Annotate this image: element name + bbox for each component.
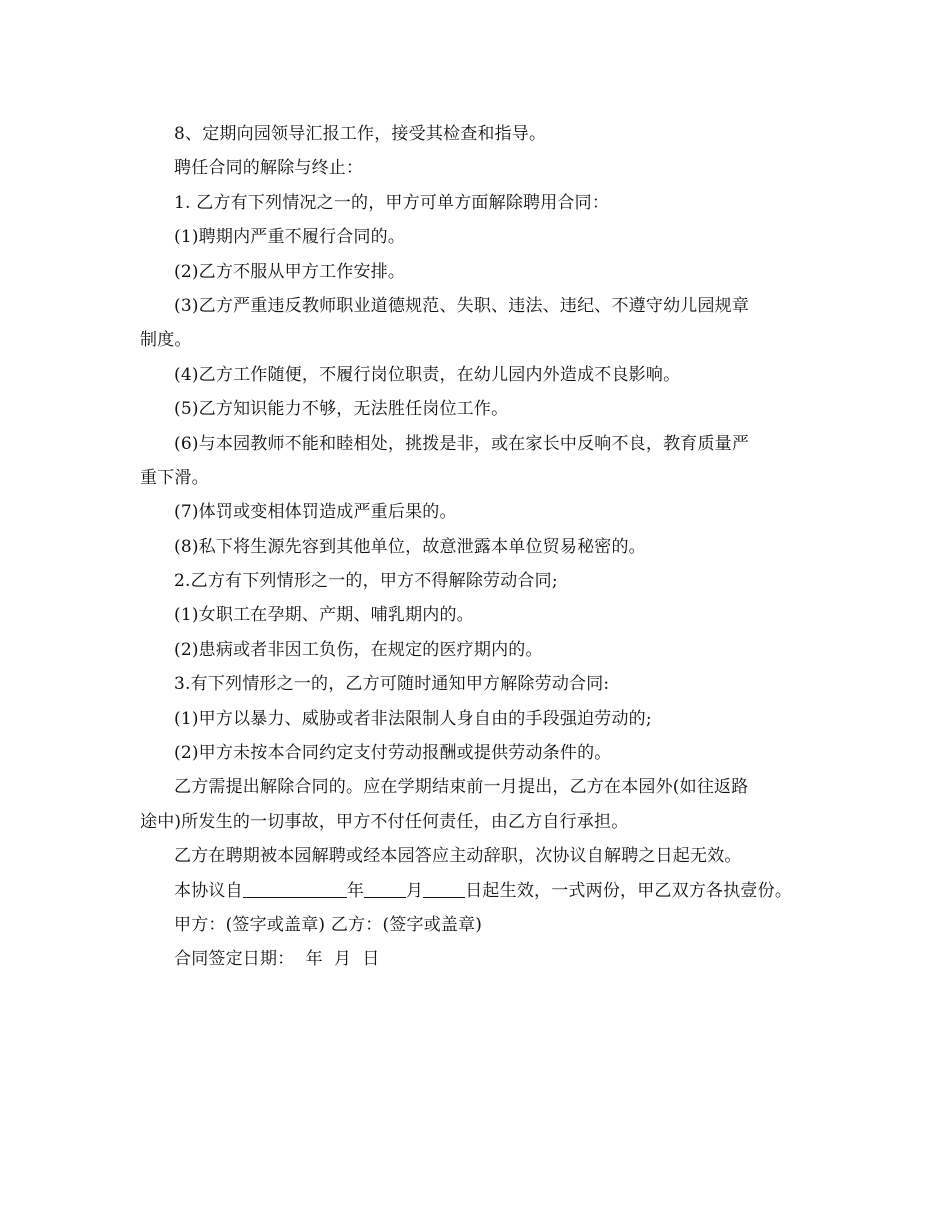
list-item: (6)与本园教师不能和睦相处，挑拨是非，或在家长中反响不良，教育质量严 xyxy=(174,433,750,454)
effective-suffix: 日起生效，一式两份，甲乙双方各执壹份。 xyxy=(465,880,793,901)
signature-line: 甲方：(签字或盖章) 乙方：(签字或盖章) xyxy=(174,914,483,935)
list-item: (3)乙方严重违反教师职业道德规范、失职、违法、违纪、不遵守幼儿园规章 xyxy=(174,295,750,316)
paragraph-line: 3.有下列情形之一的，乙方可随时通知甲方解除劳动合同: xyxy=(174,674,610,695)
list-item: (1)甲方以暴力、威胁或者非法限制人身自由的手段强迫劳动的; xyxy=(174,708,652,729)
paragraph-line: 乙方在聘期被本园解聘或经本园答应主动辞职，次协议自解聘之日起无效。 xyxy=(174,846,742,867)
list-item: (5)乙方知识能力不够，无法胜任岗位工作。 xyxy=(174,399,509,420)
list-item: (1)女职工在孕期、产期、哺乳期内的。 xyxy=(174,605,474,626)
signing-date-line: 合同签定日期： 年 月 日 xyxy=(174,949,380,970)
list-item-continuation: 重下滑。 xyxy=(140,467,209,488)
list-item: (2)患病或者非因工负伤，在规定的医疗期内的。 xyxy=(174,639,543,660)
year-label: 年 xyxy=(346,880,365,901)
list-item: (2)甲方未按本合同约定支付劳动报酬或提供劳动条件的。 xyxy=(174,743,612,764)
effective-prefix: 本协议自 xyxy=(174,880,243,901)
paragraph-line: 2.乙方有下列情形之一的，甲方不得解除劳动合同; xyxy=(174,571,558,592)
list-item: (8)私下将生源先容到其他单位，故意泄露本单位贸易秘密的。 xyxy=(174,536,646,557)
day-blank xyxy=(423,879,465,898)
section-heading: 聘任合同的解除与终止： xyxy=(174,158,364,179)
paragraph-continuation: 途中)所发生的一切事故，甲方不付任何责任，由乙方自行承担。 xyxy=(140,811,629,832)
year-blank xyxy=(243,879,347,898)
list-item-continuation: 制度。 xyxy=(140,330,192,351)
month-label: 月 xyxy=(406,880,424,901)
list-item: (7)体罚或变相体罚造成严重后果的。 xyxy=(174,502,457,523)
month-blank xyxy=(364,879,406,898)
list-item: (1)聘期内严重不履行合同的。 xyxy=(174,227,406,248)
paragraph-line: 1. 乙方有下列情况之一的，甲方可单方面解除聘用合同： xyxy=(174,192,610,213)
paragraph-line: 乙方需提出解除合同的。应在学期结束前一月提出，乙方在本园外(如往返路 xyxy=(174,777,749,798)
document-body xyxy=(140,117,820,977)
paragraph-line: 8、定期向园领导汇报工作，接受其检查和指导。 xyxy=(174,124,547,144)
list-item: (2)乙方不服从甲方工作安排。 xyxy=(174,261,406,282)
effective-date-line xyxy=(140,874,820,908)
list-item: (4)乙方工作随便，不履行岗位职责，在幼儿园内外造成不良影响。 xyxy=(174,364,681,385)
